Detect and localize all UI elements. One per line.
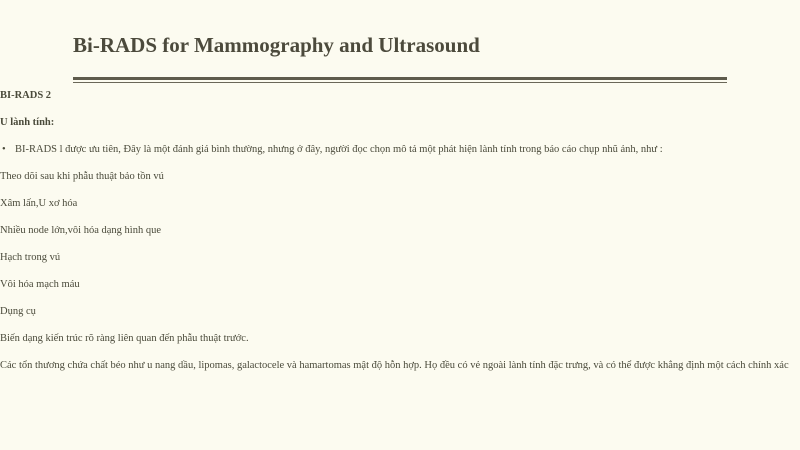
bullet-text: BI-RADS l được ưu tiên, Đây là một đánh giá bình thường, nhưng ở đây, người đọc chọn mô tả một phát hiện lành tính trong báo cáo chụp nhũ ảnh, như : (15, 144, 663, 155)
title-divider-thick (73, 77, 727, 80)
list-item: Biến dạng kiến trúc rõ ràng liên quan đến phẫu thuật trước. (0, 333, 249, 344)
list-item: Nhiều node lớn,vôi hóa dạng hình que (0, 225, 161, 236)
list-item: Dụng cụ (0, 306, 36, 317)
list-item: Các tổn thương chứa chất béo như u nang dầu, lipomas, galactocele và hamartomas mật độ hỗn hợp. Họ đều có vẻ ngoài lành tính đặc trưng, và có thể được khẳng định một cách chính xác (0, 360, 789, 371)
list-item: Xâm lấn,U xơ hóa (0, 198, 78, 209)
bullet-marker: • (2, 144, 6, 155)
bullet-item (0, 143, 790, 156)
section-heading: BI-RADS 2 (0, 90, 52, 101)
section-subheading: U lành tính: (0, 117, 55, 128)
slide-content (0, 89, 790, 386)
slide-title: Bi-RADS for Mammography and Ultrasound (73, 33, 480, 57)
title-divider-thin (73, 82, 727, 83)
list-item: Hạch trong vú (0, 252, 61, 263)
list-item: Theo dõi sau khi phẫu thuật bảo tồn vú (0, 171, 164, 182)
list-item: Vôi hóa mạch máu (0, 279, 80, 290)
